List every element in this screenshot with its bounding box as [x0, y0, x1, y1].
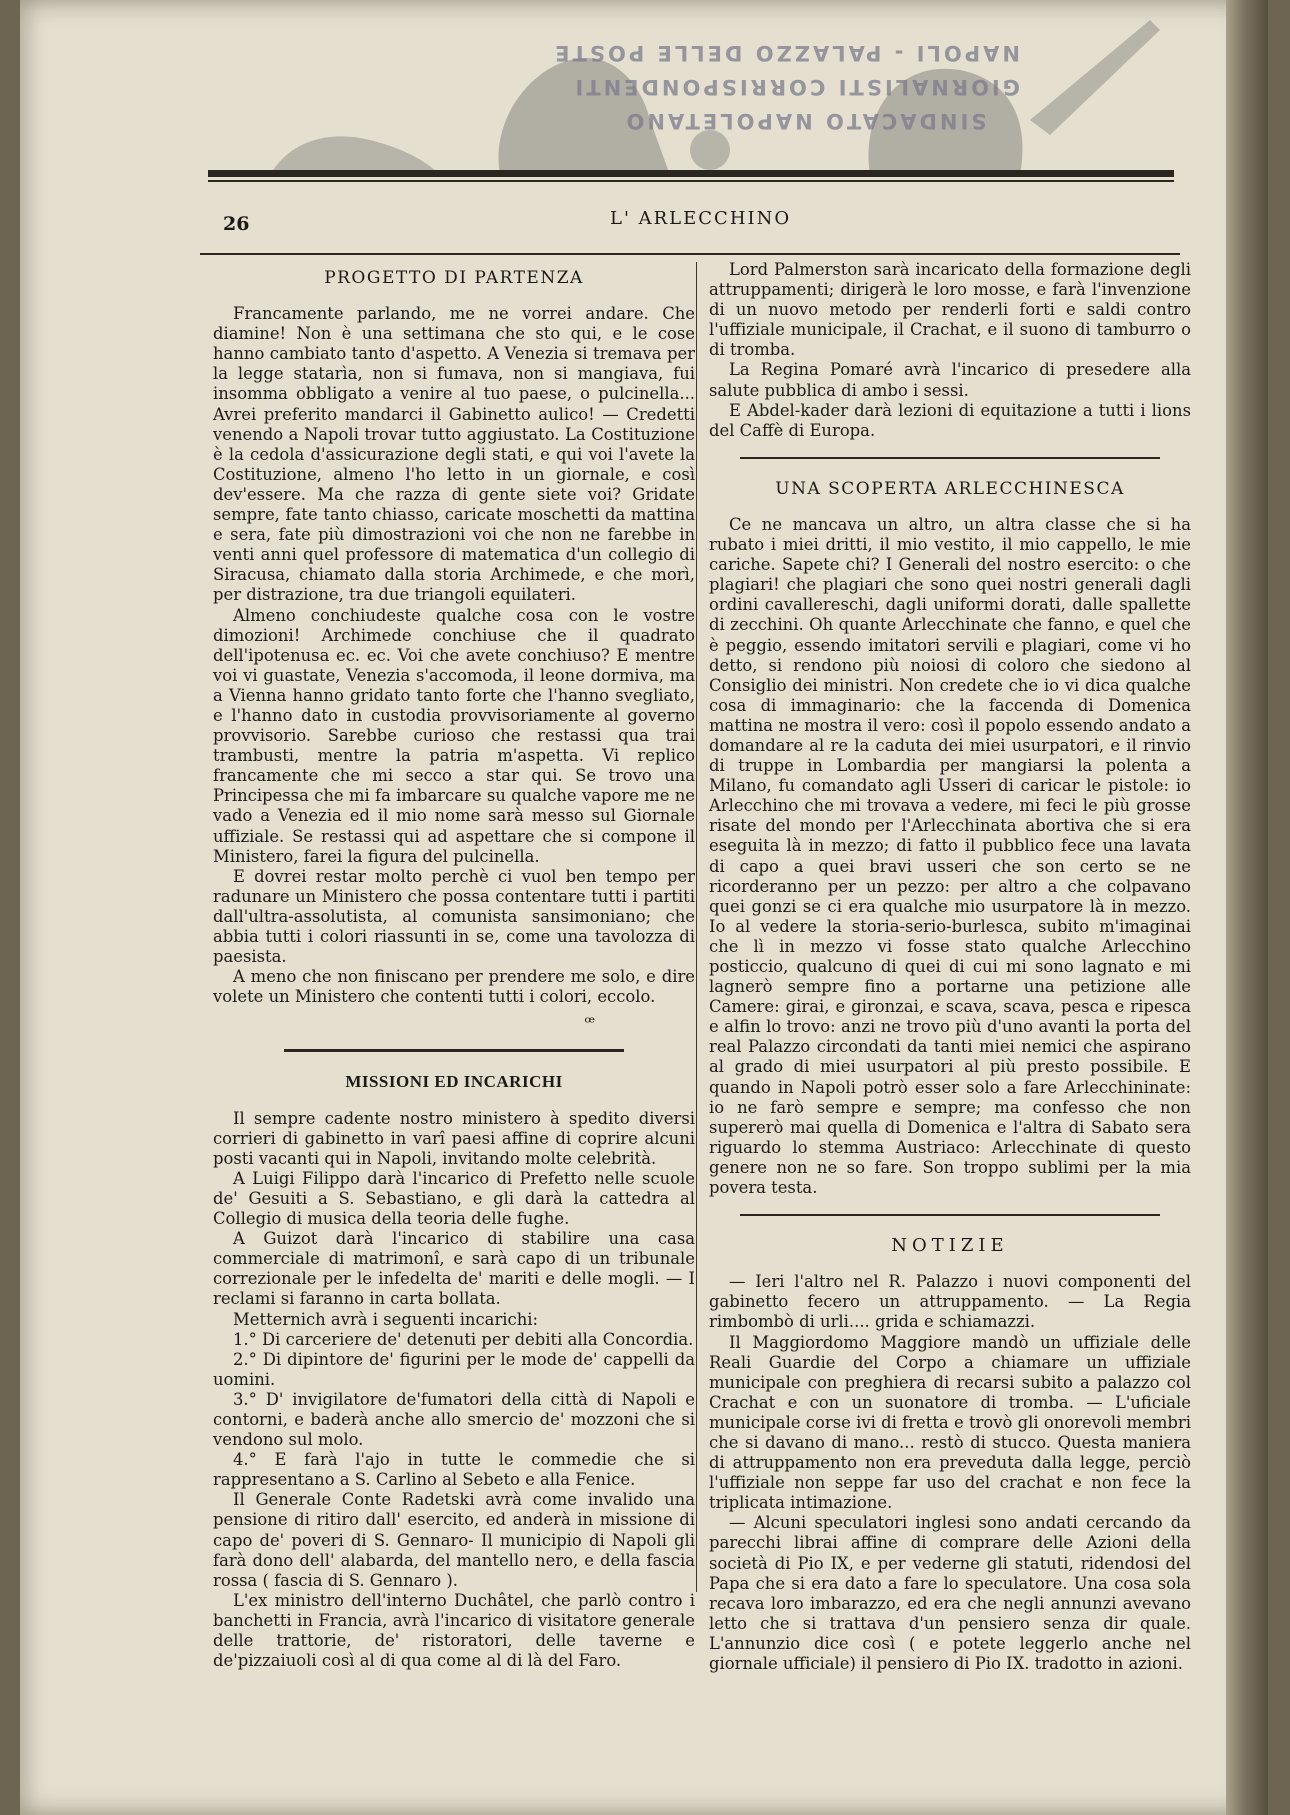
article-paragraph: 1.° Di carceriere de' detenuti per debiti alla Concordia.: [233, 1329, 694, 1349]
library-stamp: [552, 18, 1020, 138]
article-paragraph: — Ieri l'altro nel R. Palazzo i nuovi componenti del gabinetto fecero un attruppamento. — La Regia rimbombò di urli.... grida e schiamazzi.: [709, 1272, 1191, 1332]
article-paragraph: E dovrei restar molto perchè ci vuol ben tempo per radunare un Ministero che possa contentare tutti i partiti dall'ultra-assolutista, al comunista sansimoniano; che abbia tutti i colori riassunti in se, come una tavolozza di paesista.: [213, 866, 695, 967]
author-signature: ꟹ: [584, 1013, 595, 1034]
section-separator: [740, 1214, 1160, 1216]
article-heading-progetto: PROGETTO DI PARTENZA: [324, 268, 584, 288]
stamp-line-2: GIORNALISTI CORRISPONDENTI: [572, 75, 1020, 99]
article-paragraph: Ce ne mancava un altro, un altra classe che si ha rubato i miei dritti, il mio vestito, il mio cappello, le mie cariche. Sapete chi? I Generali del nostro esercito: o che plagiari! che plagiari che sono quei nostri generali dagli ordini cavallereschi, dagli uniformi dorati, dalle spallette di zecchini. Oh quante Arlecchinate che fanno, e quel che è peggio, essendo imitatori servili e plagiari, come vi ho detto, si rendono più noiosi di coloro che siedono al Consiglio dei ministri. Non credete che io vi dica qualche cosa di immaginario: che la faccenda di Domenica mattina ne mostra il vero: così il popolo essendo andato a domandare al re la caduta dei miei usurpatori, e il rinvio di truppe in Lombardia per mangiarsi la polenta a Milano, fu comandato agli Usseri di caricar le pistole: io Arlecchino che mi trovava a vedere, mi feci le più grosse risate del mondo per l'Arlecchinata abortiva che si era eseguita là in mezzo; di fatto il pubblico fece una lavata di capo a quei bravi usseri che son certo se ne ricorderanno per un pezzo: per altro a che colpavano quei gonzi se ci era qualche mio usurpatore là in mezzo. Io al vedere la storia-serio-burlesca, subito m'imaginai che lì in mezzo vi fosse stato qualche Arlecchino posticcio, qualcuno di quei di cui mi sono lagnato e mi lagnerò sempre fino a portarne una petizione alle Camere: girai, e gironzai, e scava, scava, pesca e ripesca e alfin lo trovo: anzi ne trovo più d'uno avanti la porta del real Palazzo circondati da tanti miei nemici che aspirano al grado di miei usurpatori al più presto possibile. E quando in Napoli potrò esser solo a fare Arlecchininate: io ne farò sempre e sempre; ma confesso che non supererò mai quella di Domenica e l'altra di Sabato sera riguardo lo stemma Austriaco: Arlecchinate di questo genere non ne so fare. Son troppo sublimi per la mia povera testa.: [709, 514, 1191, 1198]
right-column: [709, 260, 1191, 1674]
stamp-line-3: NAPOLI - PALAZZO DELLE POSTE: [552, 41, 1020, 65]
article-paragraph: 3.° D' invigilatore de'fumatori della città di Napoli e contorni, e baderà anche allo smercio de' mozzoni che si vendono sul molo.: [213, 1389, 695, 1450]
top-rule: [208, 170, 1174, 177]
column-divider: [696, 262, 697, 1592]
article-heading-notizie: NOTIZIE: [891, 1235, 1009, 1257]
article-paragraph: Francamente parlando, me ne vorrei andare. Che diamine! Non è una settimana che sto qui, e le cose hanno cambiato tanto d'aspetto. A Venezia si tremava per la legge statarìa, non si fumava, non si mangiava, fui insomma obbligato a venire al tuo paese, o pulcinella... Avrei preferito mandarci il Gabinetto aulico! — Credetti venendo a Napoli trovar tutto aggiustato. La Costituzione è la cedola d'assicurazione degli stati, e qui voi l'avete la Costituzione, almeno l'ho letto in un giornale, e così dev'essere. Ma che razza di gente siete voi? Gridate sempre, fate tanto chiasso, caricate moschetti da mattina e sera, fate più dimostrazioni voi che non ne farebbe in venti anni quel professore di matematica d'un collegio di Siracusa, chiamato dalla storia Archimede, e che morì, per distrazione, tra due triangoli equilateri.: [213, 304, 695, 605]
article-paragraph: — Alcuni speculatori inglesi sono andati cercando da parecchi librai affine di comprare delle Azioni della società di Pio IX, e per vederne gli statuti, ridendosi del Papa che si era dato a fare lo speculatore. Una cosa sola recava loro imbarazzo, ed era che negli annunzi avevano letto che si trattava d'un pensiero senza dir quale. L'annunzio dice così ( e potete leggerlo anche nel giornale ufficiale) il pensiero di Pio IX. tradotto in azioni.: [709, 1513, 1191, 1673]
article-paragraph: Il sempre cadente nostro ministero à spedito diversi corrieri di gabinetto in varî paesi affine di coprire alcuni posti vacanti qui in Napoli, invitando molte celebrità.: [213, 1108, 695, 1168]
article-paragraph: Metternich avrà i seguenti incarichi:: [233, 1309, 539, 1329]
article-paragraph: Almeno conchiudeste qualche cosa con le vostre dimozioni! Archimede conchiuse che il quadrato dell'ipotenusa ec. ec. Voi che avete conchiuso? E mentre voi vi guastate, Venezia s'accomoda, il leone dormiva, ma a Vienna hanno gridato tanto forte che l'hanno svegliato, e l'hanno dato in custodia provvisoriamente al governo provvisorio. Sarebbe curioso che restassi qua trai trambusti, mentre la patria m'aspetta. Vi replico francamente che mi secco a star qui. Se trovo una Principessa che mi fa imbarcare su qualche vapore me ne vado a Venezia ed il mio nome sarà messo sul Giornale uffiziale. Se restassi qui ad aspettare che si compone il Ministero, farei la figura del pulcinella.: [213, 605, 695, 866]
article-heading-scoperta: UNA SCOPERTA ARLECCHINESCA: [775, 478, 1125, 499]
article-paragraph: L'ex ministro dell'interno Duchâtel, che parlò contro i banchetti in Francia, avrà l'incarico di visitatore generale delle trattorie, de' ristoratori, delle taverne e de'pizzaiuoli così al di qua come al di là del Faro.: [213, 1590, 695, 1671]
left-column: [213, 260, 695, 1671]
article-paragraph: Il Maggiordomo Maggiore mandò un uffiziale delle Reali Guardie del Corpo a chiamare un uffiziale municipale con preghiera di recarsi subito a palazzo col Crachat e con un suonatore di tromba. — L'uficiale municipale corse ivi di fretta e trovò gli onorevoli membri che si davano di mano... restò di stucco. Questa maniera di attruppamento non era preveduta dalla legge, perciò l'uffiziale non seppe far uso del crachat e non fece la triplicata intimazione.: [709, 1332, 1191, 1513]
article-paragraph: A meno che non finiscano per prendere me solo, e dire volete un Ministero che contenti tutti i colori, eccolo.: [213, 967, 695, 1007]
article-paragraph: 4.° E farà l'ajo in tutte le commedie che si rappresentano a S. Carlino al Sebeto e alla Fenice.: [213, 1450, 695, 1490]
section-separator: [284, 1049, 624, 1052]
article-paragraph: A Luigi Filippo darà l'incarico di Prefetto nelle scuole de' Gesuiti a S. Sebastiano, e gli darà la cattedra al Collegio di musica della teoria delle fughe.: [213, 1168, 695, 1229]
article-paragraph: Il Generale Conte Radetski avrà come invalido una pensione di ritiro dall' esercito, ed anderà in missione di capo de' poveri di S. Gennaro- Il municipio di Napoli gli farà dono dell' alabarda, del mantello nero, e della fascia rossa ( fascia di S. Gennaro ).: [213, 1490, 695, 1590]
section-separator: [740, 457, 1160, 459]
header-rule: [200, 253, 1180, 255]
stamp-line-1: SINDACATO NAPOLETANO: [623, 109, 987, 133]
article-heading-missioni: MISSIONI ED INCARICHI: [345, 1072, 563, 1092]
newspaper-page: [20, 0, 1268, 1815]
page-binding-shadow: [1226, 0, 1268, 1815]
running-title: L' ARLECCHINO: [610, 208, 792, 229]
article-paragraph: 2.° Di dipintore de' figurini per le mode de' cappelli da uomini.: [213, 1349, 695, 1389]
top-rule-thin: [208, 180, 1174, 182]
article-paragraph: La Regina Pomaré avrà l'incarico di presedere alla salute pubblica di ambo i sessi.: [709, 360, 1191, 400]
article-paragraph: A Guizot darà l'incarico di stabilire una casa commerciale di matrimonî, e sarà capo di un tribunale correzionale per le infedelta de' mariti e delle mogli. — I reclami si faranno in carta bollata.: [213, 1229, 695, 1309]
article-paragraph: E Abdel-kader darà lezioni di equitazione a tutti i lions del Caffè di Europa.: [709, 400, 1191, 440]
page-number: 26: [223, 213, 250, 235]
article-paragraph: Lord Palmerston sarà incaricato della formazione degli attruppamenti; dirigerà le loro mosse, e farà l'invenzione di un nuovo metodo per renderli forti e saldi contro l'uffiziale municipale, il Crachat, e il suono di tamburro o di tromba.: [709, 260, 1191, 360]
